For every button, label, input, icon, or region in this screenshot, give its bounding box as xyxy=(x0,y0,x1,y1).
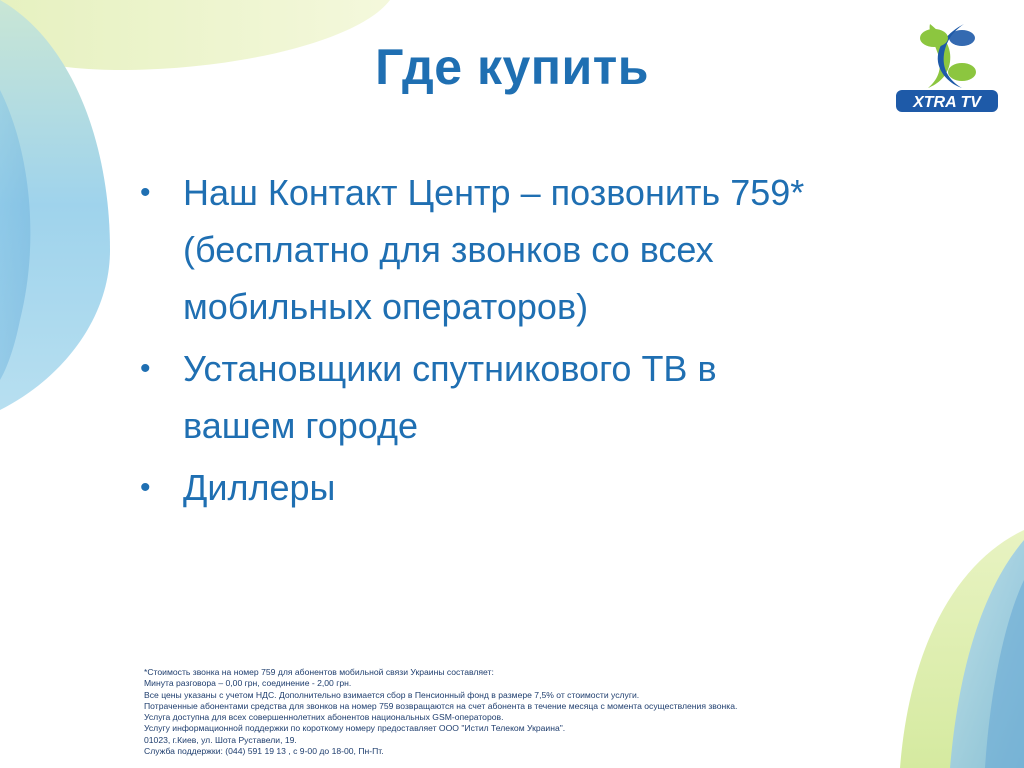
bullet-marker: • xyxy=(140,471,151,504)
bullet-text: Диллеры xyxy=(183,467,336,508)
xtra-tv-logo-icon xyxy=(890,18,1002,114)
footnote-line: Все цены указаны с учетом НДС. Дополнительно взимается сбор в Пенсионный фонд в размере 7,5% от стоимости услуги. xyxy=(144,689,640,700)
footnote-line: Минута разговора – 0,00 грн, соединение - 2,00 грн. xyxy=(144,678,352,689)
bullet-text: Установщики спутникового ТВ в вашем городе xyxy=(183,348,717,446)
bullet-dealers xyxy=(140,459,820,516)
slide-title: Где купить xyxy=(375,39,649,95)
bullet-contact-center xyxy=(140,164,820,335)
footnote-line: Служба поддержки: (044) 591 19 13 , с 9-00 до 18-00, Пн-Пт. xyxy=(144,746,384,757)
bullet-marker: • xyxy=(140,176,151,209)
bullet-list xyxy=(140,164,820,521)
footnote-line: Услугу информационной поддержки по короткому номеру предоставляет ООО "Истил Телеком Украина". xyxy=(144,723,566,734)
bullet-marker: • xyxy=(140,352,151,385)
footnote-line: *Стоимость звонка на номер 759 для абонентов мобильной связи Украины составляет: xyxy=(144,667,494,677)
bullet-installers xyxy=(140,340,820,454)
footnote-line: Услуга доступна для всех совершеннолетних абонентов национальных GSM-операторов. xyxy=(144,712,504,723)
footnote xyxy=(144,667,844,757)
footnote-line: 01023, г.Киев, ул. Шота Руставели, 19. xyxy=(144,734,297,745)
bullet-text: Наш Контакт Центр – позвонить 759* (бесплатно для звонков со всех мобильных операторов) xyxy=(183,172,805,327)
xtra-tv-logo xyxy=(890,18,1002,114)
logo-text: XTRA TV xyxy=(913,94,981,111)
footnote-line: Потраченные абонентами средства для звонков на номер 759 возвращаются на счет абонента в течение месяца с момента осуществления звонка. xyxy=(144,700,738,711)
